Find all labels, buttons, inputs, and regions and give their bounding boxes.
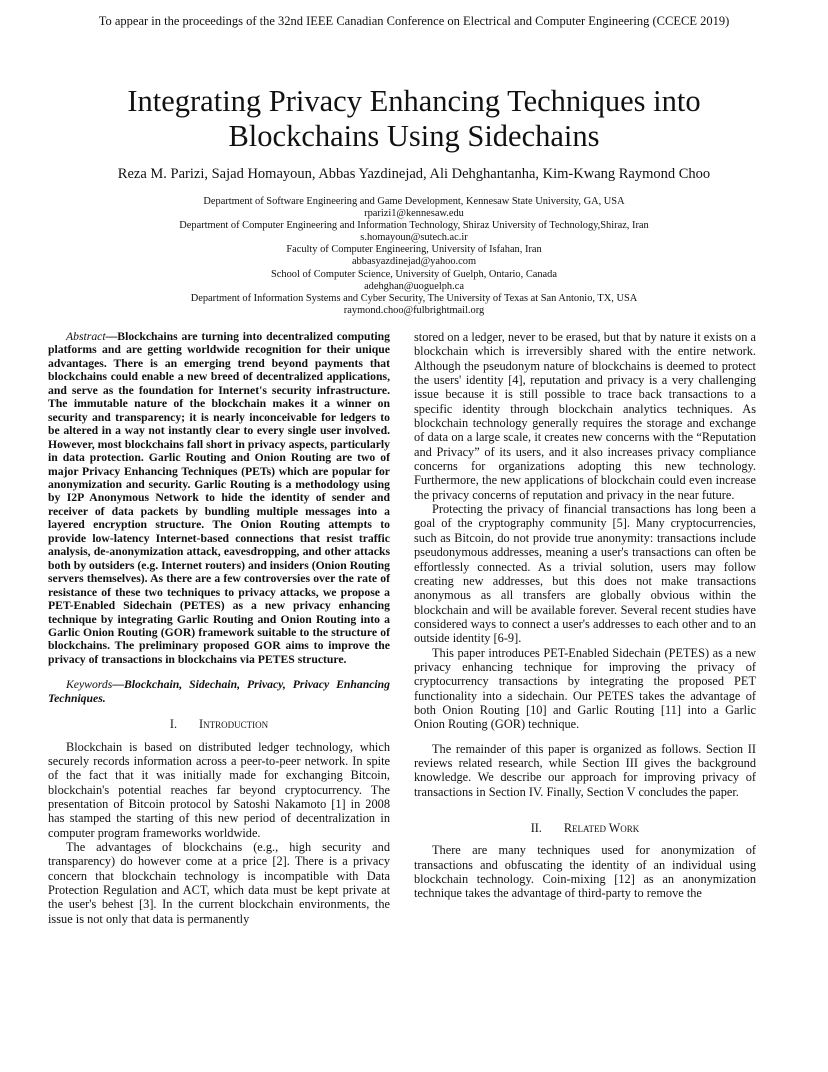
right-column xyxy=(414,330,756,901)
section-title: Introduction xyxy=(199,717,269,732)
keywords-dash: — xyxy=(112,678,125,692)
affiliation-email: raymond.choo@fulbrightmail.org xyxy=(343,304,485,316)
affiliation-line: Department of Computer Engineering and Information Technology, Shiraz University of Technology,Shiraz, Iran xyxy=(179,220,649,232)
body-paragraph: This paper introduces PET-Enabled Sidechain (PETES) as a new privacy enhancing technique for improving the privacy of cryptocurrency transactions by integrating the proposed PET functionality into a sidechain. Our PETES takes the advantage of both Onion Routing [10] and Garlic Routing [11] into a Garlic Onion Routing (GOR) technique. xyxy=(414,645,756,732)
abstract xyxy=(48,330,390,666)
affiliation-line: School of Computer Science, University of Guelph, Ontario, Canada xyxy=(271,268,557,280)
abstract-dash: — xyxy=(105,330,118,343)
author-list: Reza M. Parizi, Sajad Homayoun, Abbas Yazdinejad, Ali Dehghantanha, Kim-Kwang Raymond Choo xyxy=(117,166,711,182)
body-paragraph: The advantages of blockchains (e.g., high security and transparency) do however come at a price [2]. There is a privacy concern that blockchain technology is incompatible with Data Protection Regulation and ACT, which data must be kept private at the user's behest [3]. In the current blockchain environments, the issue is not only that data is permanently xyxy=(48,839,390,926)
section-number: I. xyxy=(169,717,178,732)
affiliation-email: abbasyazdinejad@yahoo.com xyxy=(351,256,477,268)
abstract-body: Blockchains are turning into decentralized computing platforms and are getting worldwide recognition for their unique advantages. There is an emerging trend beyond payments that blockchains could enable a new breed of decentralized applications, and serve as the foundation for Internet's security infrastructure. The immutable nature of the blockchain makes it a winner on security and transparency; it is nearly inconceivable for ledgers to be altered in a way not instantly clear to every single user involved. However, most blockchains fall short in privacy aspects, particularly in data protection. Garlic Routing and Onion Routing are two of major Privacy Enhancing Techniques (PETs) which are popular for anonymization and security. Garlic Routing is a methodology using by I2P Anonymous Network to hide the identity of sender and receiver of data packets by bundling multiple messages into a layered encryption structure. The Onion Routing attempts to provide low-latency Internet-based connections that resist traffic analysis, de-anonymization attack, eavesdropping, and other attacks both by outsiders (e.g. Internet routers) and insiders (Onion Routing servers themselves). As there are a few controversies over the rate of resistance of these two techniques to privacy attacks, we propose a PET-Enabled Sidechain (PETES) as a new privacy enhancing technique by integrating Garlic Routing and Onion Routing into a Garlic Onion Routing (GOR) framework suitable to the structure of blockchains. The preliminary proposed GOR aims to improve the privacy of transactions in blockchains via PETES structure. xyxy=(48,330,390,666)
affiliation-email: s.homayoun@sutech.ac.ir xyxy=(360,232,468,244)
body-paragraph: Blockchain is based on distributed ledger technology, which securely records information across a peer-to-peer network. In spite of the fact that it was initially made for exchanging Bitcoin, blockchain's potential reaches far beyond cryptocurrency. The presentation of Bitcoin protocol by Satoshi Nakamoto [1] in 2008 has stamped the starting of this new period of decentralization in computer program frameworks worldwide. xyxy=(48,739,390,840)
body-paragraph: There are many techniques used for anonymization of transactions and obfuscating the identity of an individual using blockchain technology. Coin-mixing [12] as an anonymization technique takes the advantage of third-party to remove the xyxy=(414,843,756,901)
section-title: Related Work xyxy=(563,821,640,835)
body-paragraph: Protecting the privacy of financial transactions has long been a goal of the cryptography community [5]. Many cryptocurrencies, such as Bitcoin, do not provide true anonymity: transactions include pseudonymous addresses, meaning a user's transactions can often be effortlessly connected. As a trivial solution, users may follow creating new addresses, but this does not make transactions anonymous as all transfers are globally obvious within the blockchain and will be available forever. Several recent studies have considered ways to connect a user's addresses to each other and to an outside identity [6-9]. xyxy=(414,502,756,646)
abstract-lead: Abstract xyxy=(66,330,106,343)
conference-header-note: To appear in the proceedings of the 32nd IEEE Canadian Conference on Electrical and Computer Engineering (CCECE 2019) xyxy=(98,14,730,28)
keywords xyxy=(48,678,390,705)
keywords-lead: Keywords xyxy=(66,678,113,692)
keywords-body: Blockchain, Sidechain, Privacy, Privacy Enhancing Techniques. xyxy=(48,678,390,705)
affiliation-email: adehghan@uoguelph.ca xyxy=(364,280,464,292)
affiliation-line: Department of Information Systems and Cyber Security, The University of Texas at San Antonio, TX, USA xyxy=(190,292,638,304)
section-heading-introduction xyxy=(48,717,390,731)
affiliations-block xyxy=(20,196,808,317)
section-number: II. xyxy=(530,821,542,835)
affiliation-line: Faculty of Computer Engineering, University of Isfahan, Iran xyxy=(286,244,542,256)
body-paragraph: The remainder of this paper is organized as follows. Section II reviews related research, while Section III gives the background knowledge. We describe our approach for improving privacy of transactions in Section IV. Finally, Section V concludes the paper. xyxy=(414,741,756,799)
affiliation-line: Department of Software Engineering and Game Development, Kennesaw State University, GA, USA xyxy=(203,196,625,207)
section-heading-related-work xyxy=(414,821,756,835)
paper-title xyxy=(60,84,768,154)
title-line-1: Integrating Privacy Enhancing Techniques into xyxy=(127,84,701,118)
left-column xyxy=(48,330,390,926)
body-paragraph: stored on a ledger, never to be erased, but that by nature it exists on a blockchain which is irreversibly shared with the entire network. Although the pseudonym nature of blockchains is deemed to protect the users' identity [4], reputation and privacy is a very challenging issue because it is still possible to trace back transactions to a specific identity through blockchain analytics techniques. As blockchain technology generally requires the storage and exchange of data on a large scale, it creates new concerns with the “Reputation and Privacy” of its users, and it also increases privacy compliance concerns for organizations adopting this new technology. Furthermore, the new applications of blockchain could even increase the privacy concerns of reputation and privacy in the near future. xyxy=(414,330,756,502)
title-line-2: Blockchains Using Sidechains xyxy=(228,119,600,153)
affiliation-email: rparizi1@kennesaw.edu xyxy=(364,208,464,220)
